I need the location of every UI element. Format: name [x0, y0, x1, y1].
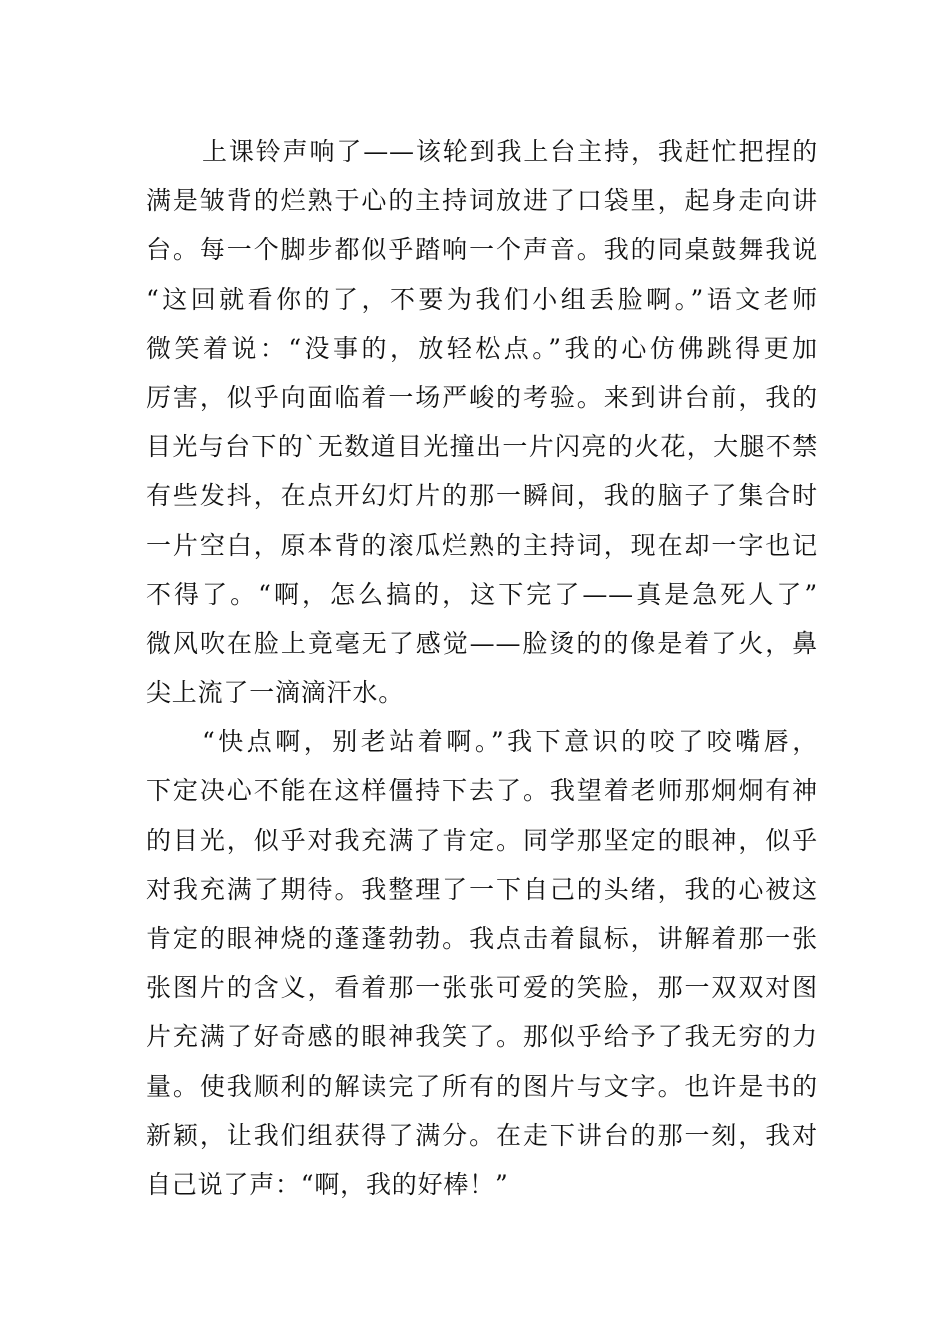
body-text: [146, 127, 818, 1209]
text-line: 尖上流了一滴滴汗水。: [146, 678, 405, 708]
text-line: “这回就看你的了，不要为我们小组丢脸啊。”语文老师: [146, 284, 818, 314]
text-line: 自己说了声：“啊，我的好棒！”: [146, 1169, 509, 1199]
text-line: 上课铃声响了——该轮到我上台主持，我赶忙把捏的: [202, 137, 818, 166]
text-line: 微风吹在脸上竟毫无了感觉——脸烫的的像是着了火，鼻: [146, 628, 818, 658]
text-line: 厉害，似乎向面临着一场严峻的考验。来到讲台前，我的: [146, 382, 818, 412]
text-line: 张图片的含义，看着那一张张可爱的笑脸，那一双双对图: [146, 973, 818, 1003]
text-line: “快点啊，别老站着啊。”我下意识的咬了咬嘴唇，: [202, 727, 818, 757]
text-line: 满是皱背的烂熟于心的主持词放进了口袋里，起身走向讲: [146, 186, 818, 216]
text-line: 下定决心不能在这样僵持下去了。我望着老师那炯炯有神: [146, 776, 818, 806]
text-line: 对我充满了期待。我整理了一下自己的头绪，我的心被这: [146, 874, 818, 904]
text-line: 台。每一个脚步都似乎踏响一个声音。我的同桌鼓舞我说: [146, 235, 818, 265]
text-line: 有些发抖，在点开幻灯片的那一瞬间，我的脑子了集合时: [146, 481, 818, 511]
paragraph-1: [146, 127, 818, 717]
text-line: 的目光，似乎对我充满了肯定。同学那坚定的眼神，似乎: [146, 825, 818, 855]
text-line: 微笑着说：“没事的，放轻松点。”我的心仿佛跳得更加: [146, 333, 818, 363]
paragraph-2: [146, 717, 818, 1209]
text-line: 量。使我顺利的解读完了所有的图片与文字。也许是书的: [146, 1071, 818, 1101]
text-line: 新颖，让我们组获得了满分。在走下讲台的那一刻，我对: [146, 1120, 818, 1150]
text-line: 片充满了好奇感的眼神我笑了。那似乎给予了我无穷的力: [146, 1022, 818, 1052]
text-line: 不得了。“啊，怎么搞的，这下完了——真是急死人了”: [146, 579, 818, 609]
text-line: 一片空白，原本背的滚瓜烂熟的主持词，现在却一字也记: [146, 530, 818, 560]
text-line: 目光与台下的`无数道目光撞出一片闪亮的火花，大腿不禁: [146, 432, 818, 462]
text-line: 肯定的眼神烧的蓬蓬勃勃。我点击着鼠标，讲解着那一张: [146, 924, 818, 953]
